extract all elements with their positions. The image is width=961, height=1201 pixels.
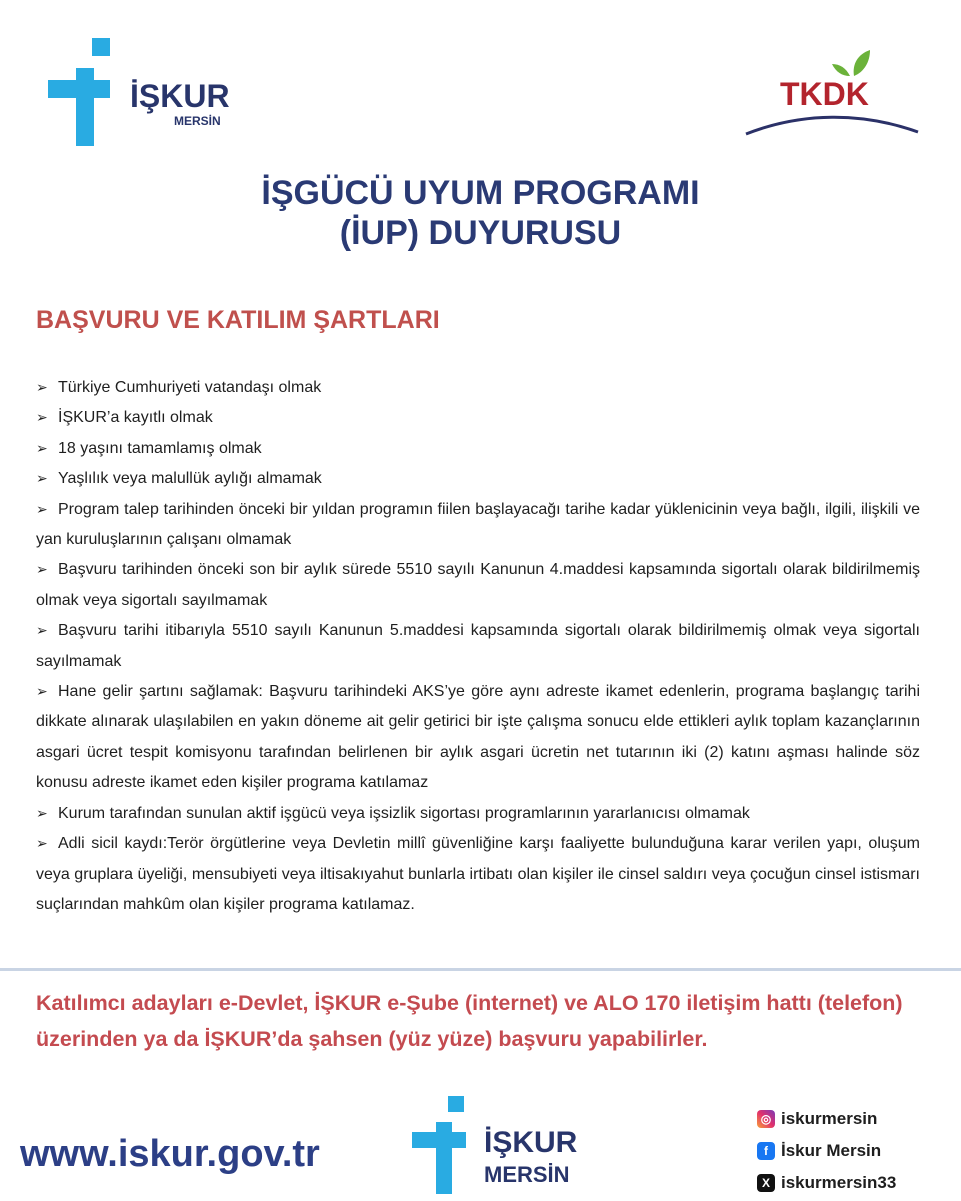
iskur-subtitle: MERSİN: [174, 114, 221, 128]
instagram-link[interactable]: [757, 1103, 896, 1135]
requirements-list: [36, 373, 920, 920]
application-notice: Katılımcı adayları e-Devlet, İŞKUR e-Şube (internet) ve ALO 170 iletişim hattı (telefon) üzerinden ya da İŞKUR’da şahsen (yüz yüze) başvuru yapabilirler.: [36, 991, 903, 1051]
arrow-bullet-icon: ➢: [36, 410, 48, 427]
arrow-bullet-icon: ➢: [36, 562, 48, 579]
iskur-figure-icon: [410, 1096, 480, 1196]
arrow-bullet-icon: ➢: [36, 380, 48, 396]
list-item: [36, 677, 920, 799]
list-item: [36, 829, 920, 920]
requirement-text: Program talep tarihinden önceki bir yıldan programın fiilen başlayacağı tarihe kadar yüklenicinin veya bağlı, ilgili, ilişkili ve yan kuruluşlarının çalışanı olmamak: [36, 500, 920, 549]
instagram-icon: ◎: [757, 1110, 775, 1128]
requirement-text: Yaşlılık veya malullük aylığı almamak: [58, 470, 322, 488]
page-title-line1: İŞGÜCÜ UYUM PROGRAMI: [261, 174, 700, 212]
social-handle: iskurmersin33: [781, 1173, 897, 1192]
social-handle: iskurmersin: [781, 1109, 878, 1128]
x-link[interactable]: [757, 1167, 896, 1199]
arrow-bullet-icon: ➢: [36, 440, 48, 457]
list-item: [36, 799, 920, 829]
facebook-icon: f: [757, 1142, 775, 1160]
arrow-bullet-icon: ➢: [36, 684, 48, 701]
requirement-text: Hane gelir şartını sağlamak: Başvuru tarihindeki AKS’ye göre aynı adreste ikamet edenlerin, programa başlangıç tarihi dikkate alınarak ulaşılabilen en yakın döneme ait gelir getirici bir işte çalışma sonucu elde ettikleri aylık toplam kazançlarının asgari ücret tespit komisyonu tarafından belirlenen bir aylık asgari ücretin net tutarının iki (2) katını aşması halinde söz konusu adreste ikamet eden kişiler programa katılamaz: [36, 683, 920, 792]
list-item: [36, 616, 920, 677]
x-icon: X: [757, 1174, 775, 1192]
arrow-bullet-icon: ➢: [36, 836, 48, 853]
list-item: [36, 403, 920, 433]
footer-iskur-logo: [410, 1096, 600, 1196]
requirement-text: Türkiye Cumhuriyeti vatandaşı olmak: [58, 379, 322, 396]
facebook-link[interactable]: [757, 1135, 896, 1167]
list-item: [36, 555, 920, 616]
social-handle: İskur Mersin: [781, 1141, 882, 1160]
list-item: [36, 464, 920, 494]
requirement-text: Başvuru tarihinden önceki son bir aylık sürede 5510 sayılı Kanunun 4.maddesi kapsamında sigortalı olarak bildirilmemiş olmak veya sigortalı sayılmamak: [36, 561, 920, 609]
website-link[interactable]: www.iskur.gov.tr: [20, 1133, 320, 1175]
list-item: [36, 495, 920, 556]
arrow-bullet-icon: ➢: [36, 623, 48, 640]
tkdk-wordmark: TKDK: [780, 76, 869, 112]
iskur-figure-icon: [46, 38, 130, 148]
iskur-wordmark: İŞKUR: [130, 78, 230, 114]
list-item: [36, 434, 920, 464]
arrow-bullet-icon: ➢: [36, 471, 48, 488]
arrow-bullet-icon: ➢: [36, 501, 48, 518]
social-links: [757, 1103, 896, 1199]
page-title-line2: (İUP) DUYURUSU: [339, 214, 622, 252]
arrow-bullet-icon: ➢: [36, 805, 48, 822]
requirement-text: Adli sicil kaydı:Terör örgütlerine veya Devletin millî güvenliğine karşı faaliyette bulunduğuna karar verilen yapı, oluşum veya gruplara üyeliği, mensubiyeti veya iltisakıyahut bunlarla irtibatı olan kişiler ile cinsel saldırı veya çocuğun cinsel istismarı suçlarından mahkûm olan kişiler programa katılamaz.: [36, 835, 920, 913]
requirement-text: İŞKUR’a kayıtlı olmak: [58, 409, 213, 427]
tkdk-logo: [742, 46, 922, 142]
iskur-wordmark: İŞKUR: [484, 1126, 578, 1159]
list-item: [36, 373, 920, 403]
requirement-text: Başvuru tarihi itibarıyla 5510 sayılı Kanunun 5.maddesi kapsamında sigortalı olarak bildirilmemiş olmak veya sigortalı sayılmamak: [36, 622, 920, 670]
requirement-text: 18 yaşını tamamlamış olmak: [58, 439, 262, 457]
iskur-subtitle: MERSİN: [484, 1162, 570, 1187]
iskur-logo: [46, 38, 266, 148]
divider: [0, 968, 961, 971]
requirement-text: Kurum tarafından sunulan aktif işgücü veya işsizlik sigortası programlarının yararlanıcısı olmamak: [58, 804, 750, 822]
section-title: BAŞVURU VE KATILIM ŞARTLARI: [36, 306, 440, 334]
